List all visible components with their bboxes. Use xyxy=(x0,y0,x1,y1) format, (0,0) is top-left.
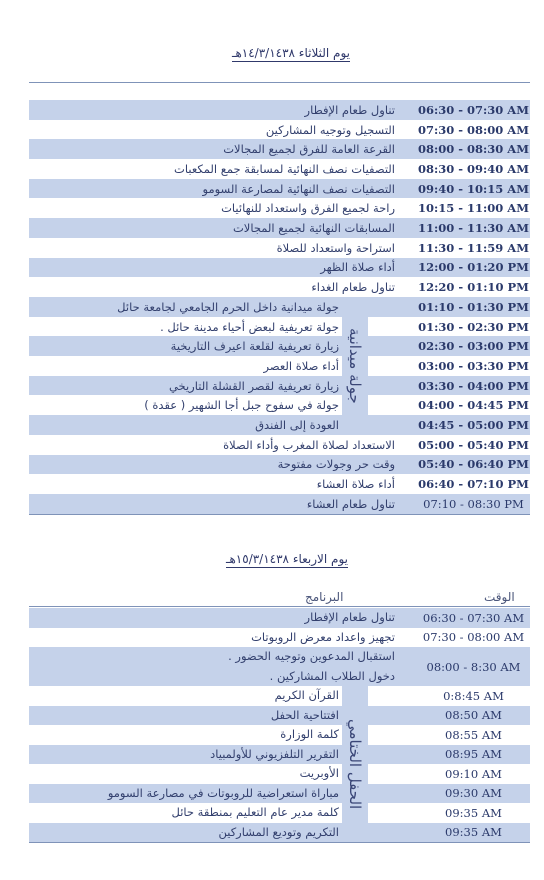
row-time: 07:10 - 08:30 PM xyxy=(423,496,524,511)
row-activity: الأوبريت xyxy=(299,766,339,780)
day1-schedule-row xyxy=(29,455,530,475)
row-activity: كلمة مدير عام التعليم بمنطقة حائل xyxy=(171,805,339,819)
day1-schedule-table xyxy=(29,100,530,518)
day1-field-tour-text: جولة ميدانية xyxy=(346,328,364,404)
row-time: 03:00 - 03:30 PM xyxy=(418,358,529,373)
day1-schedule-row xyxy=(29,199,530,219)
row-time: 0:8:45 AM xyxy=(443,688,504,703)
row-time: 03:30 - 04:00 PM xyxy=(418,378,529,393)
day2-schedule-row xyxy=(29,784,530,804)
day2-schedule-row xyxy=(29,745,530,765)
row-time: 04:00 - 04:45 PM xyxy=(418,398,529,413)
day2-header-time: الوقت xyxy=(484,590,515,604)
day1-top-divider xyxy=(29,82,530,83)
row-time: 09:30 AM xyxy=(445,786,502,801)
row-time: 02:30 - 03:00 PM xyxy=(418,339,529,354)
row-time: 06:30 - 07:30 AM xyxy=(418,102,529,117)
row-time: 09:35 AM xyxy=(445,825,502,840)
row-activity: جولة تعريفية لبعض أحياء مدينة حائل . xyxy=(160,319,339,334)
row-time: 08:00 - 8:30 AM xyxy=(426,659,521,674)
row-activity-group xyxy=(29,784,339,804)
day1-schedule-row xyxy=(29,317,530,337)
day2-schedule-row xyxy=(29,628,530,648)
row-activity: التقرير التلفزيوني للأولمبياد xyxy=(210,746,339,761)
day2-schedule-row xyxy=(29,608,530,628)
row-activity: الاستعداد لصلاة المغرب وأداء الصلاة xyxy=(223,437,395,452)
day1-schedule-row xyxy=(29,336,530,356)
day2-schedule-row xyxy=(29,706,530,726)
row-time: 08:30 - 09:40 AM xyxy=(418,161,529,176)
row-activity-group xyxy=(29,686,339,706)
day2-header-divider xyxy=(29,606,530,607)
row-activity: زيارة تعريفية لقصر القشلة التاريخي xyxy=(168,378,339,393)
day1-schedule-row xyxy=(29,100,530,120)
row-time: 05:00 - 05:40 PM xyxy=(418,437,529,452)
day1-schedule-row xyxy=(29,396,530,416)
day2-schedule-row xyxy=(29,803,530,823)
day1-field-tour-label xyxy=(342,297,368,435)
day2-schedule-row xyxy=(29,823,530,844)
day1-schedule-row xyxy=(29,258,530,278)
day2-schedule-row xyxy=(29,764,530,784)
row-time: 08:50 AM xyxy=(445,708,502,723)
row-activity-group xyxy=(29,745,339,765)
day1-schedule-row xyxy=(29,120,530,140)
row-activity: راحة لجميع الفرق واستعداد للنهائيات xyxy=(221,201,395,216)
row-activity-group xyxy=(29,823,339,843)
row-time: 01:30 - 02:30 PM xyxy=(418,319,529,334)
row-activity: استراحة واستعداد للصلاة xyxy=(276,240,395,255)
row-activity: كلمة الوزارة xyxy=(280,727,339,741)
row-activity: التكريم وتوديع المشاركين xyxy=(218,824,339,839)
row-time: 10:15 - 11:00 AM xyxy=(418,201,529,216)
row-time: 07:30 - 08:00 AM xyxy=(422,630,525,645)
row-activity-group xyxy=(29,608,395,628)
day1-schedule-row xyxy=(29,277,530,297)
day1-schedule-row xyxy=(29,179,530,199)
day1-schedule-row xyxy=(29,415,530,435)
day2-closing-ceremony-text: الحفل الختامي xyxy=(346,718,364,810)
row-activity: تناول طعام الغداء xyxy=(311,280,395,295)
day1-schedule-row xyxy=(29,159,530,179)
row-activity: تجهيز واعداد معرض الروبوتات xyxy=(251,629,395,644)
day1-schedule-row xyxy=(29,356,530,376)
row-activity-group xyxy=(29,706,339,726)
row-activity: أداء صلاة الظهر xyxy=(320,260,395,275)
row-time: 08:00 - 08:30 AM xyxy=(418,142,529,157)
row-activity: دخول الطلاب المشاركين . xyxy=(269,668,395,683)
row-activity-group xyxy=(29,803,339,823)
day2-header-program: البرنامج xyxy=(305,590,344,604)
row-activity: تناول طعام الإفطار xyxy=(304,610,395,624)
day2-schedule-table xyxy=(29,588,530,846)
row-time: 12:00 - 01:20 PM xyxy=(418,260,529,275)
row-activity: القرآن الكريم xyxy=(274,688,339,702)
row-time: 09:35 AM xyxy=(445,805,502,820)
row-activity: جولة في سفوح جبل أجا الشهير ( عقدة ) xyxy=(144,398,339,413)
row-activity-group xyxy=(29,764,339,784)
day2-schedule-row xyxy=(29,725,530,745)
day1-title: يوم الثلاثاء ١٤/٣/١٤٣٨هـ xyxy=(231,46,350,60)
row-time: 09:40 - 10:15 AM xyxy=(418,181,529,196)
row-activity: تناول طعام الإفطار xyxy=(304,102,395,117)
row-activity: افتتاحية الحفل xyxy=(270,707,339,722)
day1-schedule-row xyxy=(29,218,530,238)
row-activity: استقبال المدعوين وتوجيه الحضور . xyxy=(228,649,395,663)
row-activity: زيارة تعريفية لقلعة اعيرف التاريخية xyxy=(170,339,339,354)
row-time: 08:95 AM xyxy=(445,747,502,762)
row-activity: المسابقات النهائية لجميع المجالات xyxy=(232,221,395,236)
row-activity: التصفيات نصف النهائية لمصارعة السومو xyxy=(202,181,395,196)
day1-schedule-row xyxy=(29,297,530,317)
row-time: 08:55 AM xyxy=(445,727,502,742)
row-time: 04:45 - 05:00 PM xyxy=(418,418,529,433)
day2-schedule-row xyxy=(29,647,530,686)
row-activity: أداء صلاة العصر xyxy=(263,358,339,373)
day1-schedule-row xyxy=(29,139,530,159)
day2-schedule-row xyxy=(29,686,530,706)
day1-schedule-row xyxy=(29,435,530,455)
row-activity: تناول طعام العشاء xyxy=(306,496,395,511)
day2-title: يوم الاربعاء ١٥/٣/١٤٣٨هـ xyxy=(225,552,348,566)
day1-schedule-row xyxy=(29,376,530,396)
row-time: 09:10 AM xyxy=(445,766,502,781)
day2-closing-ceremony-label xyxy=(342,686,368,842)
row-time: 06:30 - 07:30 AM xyxy=(422,610,525,625)
day1-schedule-row xyxy=(29,238,530,258)
row-activity: التصفيات نصف النهائية لمسابقة جمع المكعبات xyxy=(174,161,395,176)
row-activity: مباراة استعراضية للروبوتات في مصارعة السومو xyxy=(107,785,339,800)
row-activity-group xyxy=(29,647,395,686)
row-time: 12:20 - 01:10 PM xyxy=(418,280,529,295)
row-activity: العودة إلى الفندق xyxy=(255,418,339,433)
row-activity: وقت حر وجولات مفتوحة xyxy=(277,457,395,472)
row-time: 11:30 - 11:59 AM xyxy=(418,240,529,255)
day1-schedule-row xyxy=(29,474,530,494)
day1-schedule-row xyxy=(29,494,530,515)
row-time: 06:40 - 07:10 PM xyxy=(418,477,529,492)
row-time: 11:00 - 11:30 AM xyxy=(418,221,529,236)
row-activity: التسجيل وتوجيه المشاركين xyxy=(265,122,395,137)
row-activity: أداء صلاة العشاء xyxy=(316,477,395,492)
row-activity-group xyxy=(29,628,395,648)
row-time: 05:40 - 06:40 PM xyxy=(418,457,529,472)
row-activity-group xyxy=(29,725,339,745)
row-activity: جولة ميدانية داخل الحرم الجامعي لجامعة حائل xyxy=(117,299,339,314)
row-time: 01:10 - 01:30 PM xyxy=(418,299,529,314)
row-activity: القرعة العامة للفرق لجميع المجالات xyxy=(223,142,395,157)
row-time: 07:30 - 08:00 AM xyxy=(418,122,529,137)
